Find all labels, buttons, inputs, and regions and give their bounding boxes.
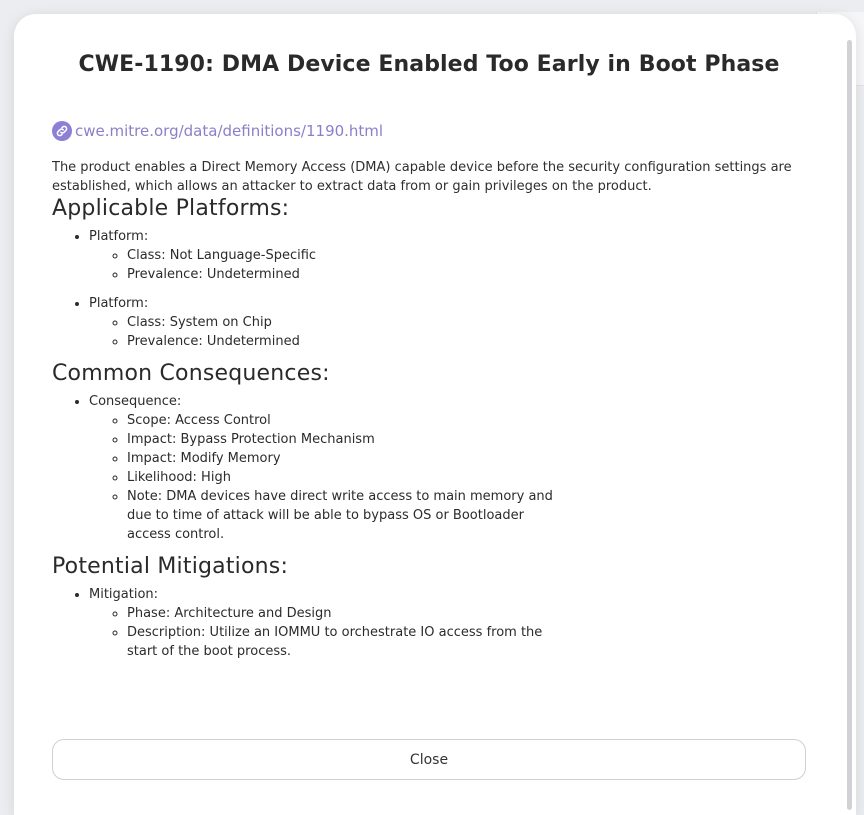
consequence-details	[89, 411, 559, 544]
list-item: ◦ Prevalence: Undetermined	[127, 332, 559, 351]
section-heading-consequences: Common Consequences:	[52, 361, 330, 386]
platform-details	[89, 313, 559, 351]
reference-link[interactable]: cwe.mitre.org/data/definitions/1190.html	[75, 122, 384, 140]
consequences-list	[52, 392, 822, 544]
section-heading-mitigations: Potential Mitigations:	[52, 554, 289, 579]
cwe-description: The product enables a Direct Memory Access (DMA) capable device before the security configuration settings are established, which allows an attacker to extract data from or gain privileges on the product.	[52, 160, 792, 194]
list-item: ◦ Scope: Access Control	[127, 411, 559, 430]
reference-link-row[interactable]	[52, 116, 822, 146]
list-item: ◦ Class: System on Chip	[127, 313, 559, 332]
mitigation-details	[89, 604, 559, 661]
list-item: ◦ Note: DMA devices have direct write access to main memory and due to time of attack will be able to bypass OS or Bootloader access control.	[127, 487, 559, 544]
list-item: ◦ Likelihood: High	[127, 468, 559, 487]
platforms-list	[52, 227, 822, 351]
list-item	[89, 227, 822, 284]
list-item: ◦ Impact: Bypass Protection Mechanism	[127, 430, 559, 449]
mitigation-label: Mitigation:	[89, 587, 159, 602]
list-item	[89, 392, 822, 544]
cwe-detail-modal	[14, 14, 856, 815]
platform-label: Platform:	[89, 229, 149, 244]
platform-details	[89, 246, 559, 284]
list-item: ◦ Class: Not Language-Specific	[127, 246, 559, 265]
list-item: ◦ Impact: Modify Memory	[127, 449, 559, 468]
modal-scrollbar[interactable]	[847, 40, 852, 810]
list-item	[89, 294, 822, 351]
platform-label: Platform:	[89, 296, 149, 311]
list-item: ◦ Phase: Architecture and Design	[127, 604, 559, 623]
close-button[interactable]: Close	[52, 739, 806, 780]
modal-title: CWE-1190: DMA Device Enabled Too Early in Boot Phase	[78, 52, 780, 77]
section-heading-platforms: Applicable Platforms:	[52, 196, 290, 221]
list-item: ◦ Description: Utilize an IOMMU to orchestrate IO access from the start of the boot process.	[127, 623, 559, 661]
modal-footer	[52, 739, 806, 780]
modal-content[interactable]	[52, 114, 822, 704]
list-item: ◦ Prevalence: Undetermined	[127, 265, 559, 284]
link-icon	[52, 121, 72, 141]
list-item	[89, 585, 822, 661]
mitigations-list	[52, 585, 822, 661]
consequence-label: Consequence:	[89, 394, 182, 409]
